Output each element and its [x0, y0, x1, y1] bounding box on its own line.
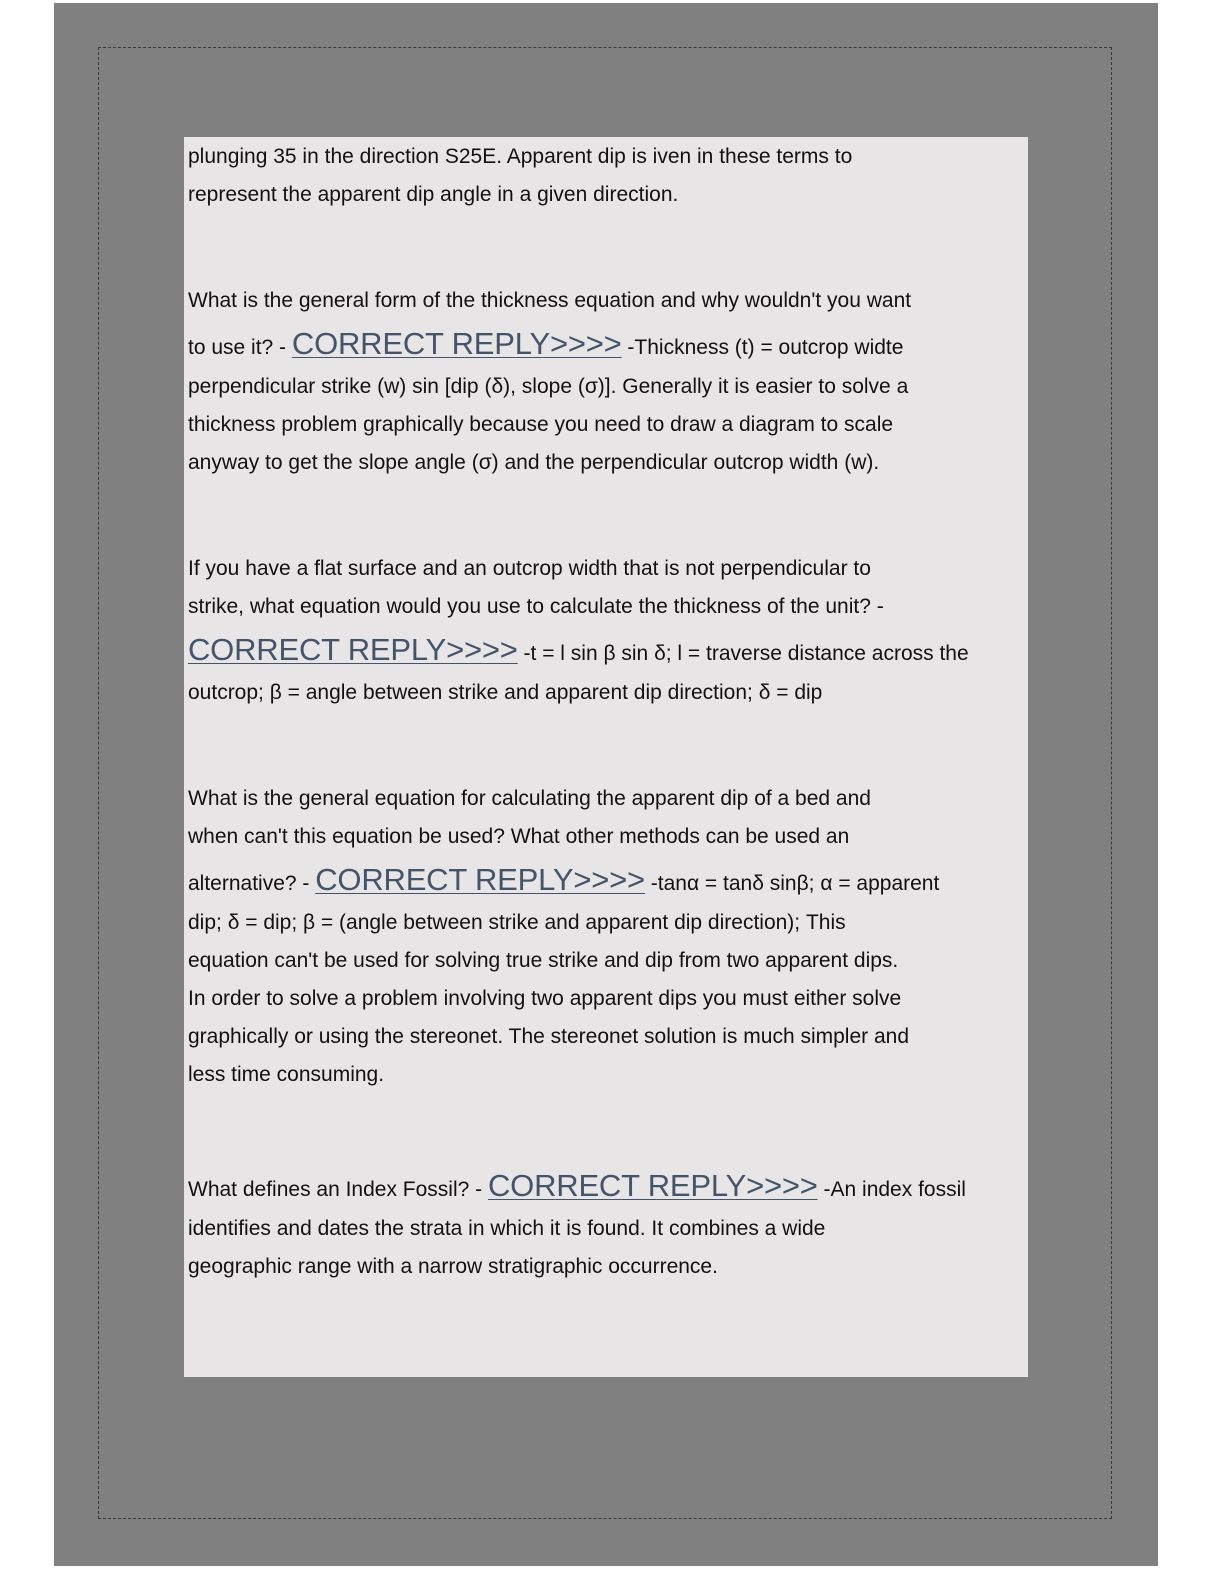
question-line: strike, what equation would you use to calculate the thickness of the unit? -	[188, 595, 884, 618]
correct-reply-label: CORRECT REPLY>>>>	[487, 1168, 818, 1203]
answer-text: -An index fossil	[817, 1178, 966, 1201]
paragraph-apparent-dip-note	[188, 137, 1028, 214]
answer-text: -t = l sin β sin δ; l = traverse distance across the	[517, 642, 969, 665]
answer-line: equation can't be used for solving true strike and dip from two apparent dips.	[188, 949, 899, 972]
text-content-area	[184, 137, 1028, 1377]
answer-text: -Thickness (t) = outcrop widte	[621, 336, 904, 359]
question-text: What defines an Index Fossil? -	[188, 1178, 488, 1201]
text-line: plunging 35 in the direction S25E. Apparent dip is iven in these terms to	[188, 145, 853, 168]
paragraph-flat-surface-thickness	[188, 550, 1028, 712]
answer-line: dip; δ = dip; β = (angle between strike and apparent dip direction); This	[188, 911, 846, 934]
answer-line: identifies and dates the strata in which it is found. It combines a wide	[188, 1217, 826, 1240]
paragraph-spacer	[188, 482, 1028, 550]
answer-line: outcrop; β = angle between strike and apparent dip direction; δ = dip	[188, 681, 823, 704]
correct-reply-label: CORRECT REPLY>>>>	[291, 326, 622, 361]
answer-line: anyway to get the slope angle (σ) and the perpendicular outcrop width (w).	[188, 451, 880, 474]
answer-text: -tanα = tanδ sinβ; α = apparent	[644, 872, 940, 895]
question-line: What is the general form of the thickness equation and why wouldn't you want	[188, 289, 912, 312]
answer-line: less time consuming.	[188, 1063, 385, 1086]
question-text: to use it? -	[188, 336, 292, 359]
paragraph-apparent-dip-equation	[188, 780, 1028, 1094]
question-answer-line	[188, 626, 1028, 674]
answer-line: graphically or using the stereonet. The stereonet solution is much simpler and	[188, 1025, 910, 1048]
question-text: alternative? -	[188, 872, 316, 895]
document-page	[54, 3, 1158, 1566]
paragraph-spacer	[188, 712, 1028, 780]
question-answer-line	[188, 856, 1028, 904]
text-line: represent the apparent dip angle in a given direction.	[188, 183, 679, 206]
correct-reply-label: CORRECT REPLY>>>>	[315, 862, 645, 897]
question-line: What is the general equation for calculating the apparent dip of a bed and	[188, 787, 871, 810]
paragraph-index-fossil	[188, 1162, 1028, 1286]
paragraph-thickness-equation	[188, 282, 1028, 482]
answer-line: geographic range with a narrow stratigraphic occurrence.	[188, 1255, 718, 1278]
question-answer-line	[188, 1162, 1028, 1210]
answer-line: thickness problem graphically because you need to draw a diagram to scale	[188, 413, 894, 436]
answer-line: In order to solve a problem involving two apparent dips you must either solve	[188, 987, 902, 1010]
question-line: when can't this equation be used? What other methods can be used an	[188, 825, 850, 848]
paragraph-spacer	[188, 214, 1028, 282]
answer-line: perpendicular strike (w) sin [dip (δ), slope (σ)]. Generally it is easier to solve a	[188, 375, 909, 398]
question-answer-line	[188, 320, 1028, 368]
correct-reply-label: CORRECT REPLY>>>>	[188, 632, 518, 667]
paragraph-spacer	[188, 1094, 1028, 1162]
question-line: If you have a flat surface and an outcrop width that is not perpendicular to	[188, 557, 871, 580]
